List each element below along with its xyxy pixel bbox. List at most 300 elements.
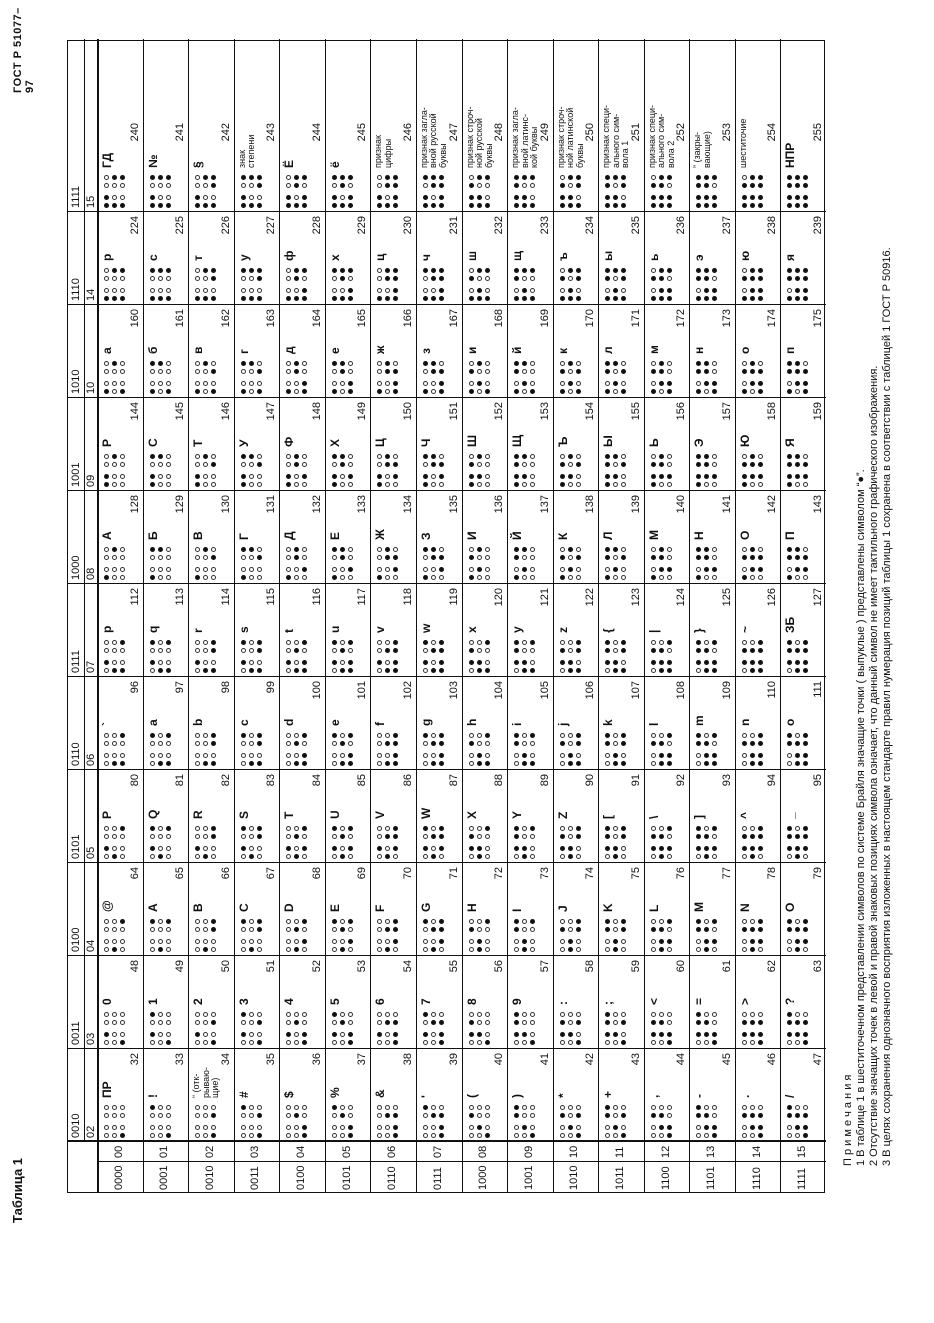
braille-dot <box>613 640 618 645</box>
cell-symbol: . <box>737 1094 752 1098</box>
cell-symbol: ~ <box>737 625 752 633</box>
braille-dot <box>712 733 717 738</box>
braille-dot <box>659 288 664 293</box>
braille-dot <box>286 381 291 386</box>
braille-dot <box>560 1113 565 1118</box>
cell-code: 35 <box>265 1053 278 1066</box>
braille-dot <box>166 1133 171 1138</box>
braille-dot <box>120 846 125 851</box>
braille-dot <box>377 826 382 831</box>
braille-dot <box>803 474 808 479</box>
braille-dot <box>393 668 398 673</box>
col-header-bits: 1001 <box>70 462 82 487</box>
braille-dot <box>120 753 125 758</box>
braille-dot <box>530 1125 535 1130</box>
braille-dot <box>249 741 254 746</box>
braille-dot <box>195 454 200 459</box>
braille-dot <box>377 640 382 645</box>
braille-dot <box>530 919 535 924</box>
braille-dot <box>294 474 299 479</box>
braille-dot <box>696 276 701 281</box>
braille-dot <box>377 854 382 859</box>
braille-dot <box>568 854 573 859</box>
braille-dot <box>477 361 482 366</box>
braille-dot <box>651 947 656 952</box>
braille-dot <box>166 474 171 479</box>
row-header-bits: 0111 <box>431 1167 444 1190</box>
braille-dot <box>241 660 246 665</box>
braille-dot <box>758 296 763 301</box>
braille-dot <box>150 575 155 580</box>
braille-dot <box>431 1105 436 1110</box>
cell-code: 130 <box>219 495 232 514</box>
braille-dot <box>257 1040 262 1045</box>
braille-dot <box>803 567 808 572</box>
braille-dot <box>803 454 808 459</box>
braille-dot <box>651 482 656 487</box>
braille-dot <box>712 939 717 944</box>
braille-dot <box>560 1012 565 1017</box>
braille-dot <box>332 733 337 738</box>
braille-dot <box>166 640 171 645</box>
braille-dot <box>195 660 200 665</box>
braille-dot <box>568 1012 573 1017</box>
braille-dot <box>286 567 291 572</box>
braille-dot <box>340 660 345 665</box>
braille-dot <box>485 203 490 208</box>
braille-dot <box>393 474 398 479</box>
cell-symbol: h <box>464 718 479 726</box>
braille-dot <box>750 1040 755 1045</box>
braille-dot <box>249 939 254 944</box>
col-header-index: 08 <box>85 567 97 580</box>
braille-dot <box>431 640 436 645</box>
braille-dot <box>613 1133 618 1138</box>
braille-dot <box>104 1012 109 1017</box>
braille-dot <box>120 761 125 766</box>
braille-dot <box>348 555 353 560</box>
braille-dot <box>696 834 701 839</box>
braille-dot <box>522 1032 527 1037</box>
cell-code: 135 <box>447 495 460 514</box>
braille-dot <box>787 268 792 273</box>
braille-dot <box>704 454 709 459</box>
row-header-bits: 0011 <box>249 1166 262 1190</box>
braille-dot <box>150 826 155 831</box>
braille-dot <box>393 1113 398 1118</box>
cell-symbol: < <box>646 997 661 1005</box>
braille-dot <box>795 741 800 746</box>
braille-dot <box>439 668 444 673</box>
braille-dot <box>302 668 307 673</box>
braille-dot <box>150 640 155 645</box>
braille-dot <box>469 846 474 851</box>
braille-dot <box>742 1020 747 1025</box>
braille-dot <box>659 854 664 859</box>
braille-dot <box>477 482 482 487</box>
braille-dot <box>514 361 519 366</box>
braille-dot <box>750 175 755 180</box>
braille-dot <box>758 389 763 394</box>
braille-dot <box>104 547 109 552</box>
braille-dot <box>150 1133 155 1138</box>
braille-dot <box>787 741 792 746</box>
braille-dot <box>302 1133 307 1138</box>
braille-dot <box>249 826 254 831</box>
braille-dot <box>712 547 717 552</box>
braille-dot <box>651 1125 656 1130</box>
cell-code: 51 <box>265 960 278 973</box>
braille-dot <box>469 454 474 459</box>
braille-dot <box>704 648 709 653</box>
braille-dot <box>348 361 353 366</box>
cell-symbol: з <box>418 348 433 354</box>
braille-dot <box>576 296 581 301</box>
braille-dot <box>803 927 808 932</box>
braille-dot <box>469 1113 474 1118</box>
cell-symbol: м <box>646 345 661 354</box>
braille-dot <box>651 288 656 293</box>
braille-dot <box>613 389 618 394</box>
braille-dot <box>385 947 390 952</box>
braille-dot <box>257 296 262 301</box>
braille-dot <box>302 1125 307 1130</box>
braille-dot <box>605 462 610 467</box>
braille-dot <box>431 919 436 924</box>
braille-dot <box>576 1125 581 1130</box>
braille-dot <box>249 482 254 487</box>
cell-symbol: O <box>783 902 798 912</box>
braille-dot <box>385 753 390 758</box>
cell-symbol: + <box>601 1090 616 1098</box>
braille-dot <box>166 183 171 188</box>
braille-dot <box>530 947 535 952</box>
braille-dot <box>166 660 171 665</box>
cell-code: 71 <box>447 867 460 880</box>
cell-description: признак загла- вной русской буквы <box>418 107 448 168</box>
braille-dot <box>286 1113 291 1118</box>
braille-dot <box>667 939 672 944</box>
braille-dot <box>249 575 254 580</box>
cell-symbol: V <box>373 810 388 819</box>
braille-dot <box>795 462 800 467</box>
braille-dot <box>485 733 490 738</box>
braille-dot <box>696 361 701 366</box>
braille-dot <box>568 834 573 839</box>
braille-dot <box>750 555 755 560</box>
braille-dot <box>576 947 581 952</box>
braille-dot <box>294 1012 299 1017</box>
braille-dot <box>294 276 299 281</box>
cell-code: 119 <box>447 588 460 606</box>
braille-dot <box>696 482 701 487</box>
braille-dot <box>514 753 519 758</box>
braille-dot <box>211 1012 216 1017</box>
braille-dot <box>742 927 747 932</box>
braille-dot <box>469 939 474 944</box>
row-header-bits: 1000 <box>477 1165 490 1190</box>
braille-dot <box>203 854 208 859</box>
braille-dot <box>332 183 337 188</box>
braille-dot <box>377 1032 382 1037</box>
braille-dot <box>112 927 117 932</box>
braille-dot <box>166 361 171 366</box>
braille-dot <box>340 361 345 366</box>
braille-dot <box>104 175 109 180</box>
braille-dot <box>150 1020 155 1025</box>
cell-code: 118 <box>401 588 414 606</box>
braille-dot <box>613 361 618 366</box>
braille-dot <box>758 1020 763 1025</box>
braille-dot <box>150 203 155 208</box>
braille-dot <box>158 195 163 200</box>
braille-dot <box>787 854 792 859</box>
braille-dot <box>704 361 709 366</box>
braille-dot <box>787 753 792 758</box>
braille-dot <box>348 1032 353 1037</box>
braille-dot <box>340 919 345 924</box>
braille-dot <box>568 919 573 924</box>
braille-dot <box>568 474 573 479</box>
braille-dot <box>211 1020 216 1025</box>
braille-dot <box>530 454 535 459</box>
braille-dot <box>530 203 535 208</box>
cell-symbol: ф <box>282 250 297 261</box>
braille-dot <box>605 733 610 738</box>
cell-code: 230 <box>401 216 414 235</box>
cell-description: “ (отк- рываю- щие) <box>191 1067 221 1098</box>
cell-symbol: x <box>464 626 479 633</box>
braille-dot <box>294 1125 299 1130</box>
braille-dot <box>340 927 345 932</box>
braille-dot <box>576 648 581 653</box>
braille-dot <box>522 733 527 738</box>
braille-dot <box>203 268 208 273</box>
cell-code: 156 <box>675 402 688 421</box>
braille-dot <box>112 668 117 673</box>
braille-dot <box>120 1020 125 1025</box>
braille-dot <box>621 575 626 580</box>
cell-symbol: 1 <box>145 998 160 1005</box>
cell-symbol: Р <box>100 438 114 447</box>
braille-dot <box>704 1020 709 1025</box>
braille-dot <box>120 733 125 738</box>
braille-dot <box>803 268 808 273</box>
cell-code: 237 <box>720 216 733 235</box>
braille-dot <box>530 474 535 479</box>
braille-dot <box>485 668 490 673</box>
braille-dot <box>605 183 610 188</box>
braille-dot <box>257 547 262 552</box>
braille-dot <box>530 741 535 746</box>
braille-dot <box>605 846 610 851</box>
braille-dot <box>696 1113 701 1118</box>
braille-dot <box>651 927 656 932</box>
cell-code: 111 <box>812 681 824 698</box>
braille-dot <box>712 753 717 758</box>
braille-dot <box>803 195 808 200</box>
braille-dot <box>621 268 626 273</box>
braille-dot <box>787 939 792 944</box>
braille-dot <box>712 175 717 180</box>
braille-dot <box>712 1032 717 1037</box>
cell-code: 164 <box>310 309 323 328</box>
braille-dot <box>257 482 262 487</box>
braille-dot <box>621 761 626 766</box>
cell-code: 114 <box>219 588 232 606</box>
braille-dot <box>385 1105 390 1110</box>
cell-symbol: г <box>236 349 251 354</box>
col-line <box>68 955 826 956</box>
braille-dot <box>613 575 618 580</box>
braille-dot <box>742 454 747 459</box>
braille-dot <box>203 1040 208 1045</box>
braille-dot <box>203 1020 208 1025</box>
braille-dot <box>104 668 109 673</box>
braille-dot <box>195 288 200 293</box>
braille-dot <box>203 1012 208 1017</box>
braille-dot <box>348 1040 353 1045</box>
braille-dot <box>477 1020 482 1025</box>
braille-dot <box>795 1133 800 1138</box>
braille-dot <box>203 753 208 758</box>
braille-dot <box>795 947 800 952</box>
braille-dot <box>613 854 618 859</box>
braille-dot <box>522 361 527 366</box>
braille-dot <box>385 296 390 301</box>
braille-dot <box>302 733 307 738</box>
braille-dot <box>469 854 474 859</box>
braille-dot <box>377 668 382 673</box>
braille-dot <box>605 1012 610 1017</box>
braille-dot <box>302 203 307 208</box>
braille-dot <box>286 927 291 932</box>
braille-dot <box>332 761 337 766</box>
cell-code: 225 <box>174 216 187 235</box>
braille-dot <box>530 183 535 188</box>
braille-dot <box>348 947 353 952</box>
braille-dot <box>621 648 626 653</box>
braille-dot <box>203 1105 208 1110</box>
braille-dot <box>112 288 117 293</box>
braille-dot <box>249 1105 254 1110</box>
braille-dot <box>696 175 701 180</box>
braille-dot <box>195 361 200 366</box>
cell-code: 251 <box>629 123 642 142</box>
braille-dot <box>195 1125 200 1130</box>
braille-dot <box>340 547 345 552</box>
braille-dot <box>385 1125 390 1130</box>
braille-dot <box>696 927 701 932</box>
braille-dot <box>241 648 246 653</box>
braille-dot <box>742 1133 747 1138</box>
cell-symbol: _ <box>783 812 798 819</box>
cell-symbol: w <box>418 623 433 633</box>
braille-dot <box>568 389 573 394</box>
braille-dot <box>286 389 291 394</box>
braille-dot <box>241 575 246 580</box>
braille-dot <box>431 854 436 859</box>
cell-symbol: Б <box>145 531 160 540</box>
cell-code: 154 <box>584 402 597 421</box>
braille-dot <box>742 381 747 386</box>
braille-dot <box>377 947 382 952</box>
braille-dot <box>750 454 755 459</box>
braille-dot <box>613 1125 618 1130</box>
braille-dot <box>667 547 672 552</box>
braille-dot <box>294 1040 299 1045</box>
braille-dot <box>605 454 610 459</box>
braille-dot <box>787 947 792 952</box>
braille-dot <box>423 454 428 459</box>
braille-dot <box>249 381 254 386</box>
braille-dot <box>803 753 808 758</box>
braille-dot <box>712 195 717 200</box>
braille-dot <box>150 1113 155 1118</box>
braille-dot <box>758 482 763 487</box>
braille-dot <box>758 733 763 738</box>
cell-symbol: G <box>418 902 433 912</box>
braille-dot <box>787 296 792 301</box>
braille-dot <box>431 482 436 487</box>
braille-dot <box>332 195 337 200</box>
braille-dot <box>568 846 573 851</box>
braille-dot <box>211 381 216 386</box>
braille-dot <box>795 288 800 293</box>
cell-code: 39 <box>447 1053 460 1066</box>
braille-dot <box>112 1113 117 1118</box>
braille-dot <box>568 462 573 467</box>
braille-dot <box>203 1113 208 1118</box>
braille-dot <box>696 660 701 665</box>
braille-dot <box>286 183 291 188</box>
braille-dot <box>393 1125 398 1130</box>
braille-dot <box>166 555 171 560</box>
braille-dot <box>203 733 208 738</box>
braille-dot <box>659 482 664 487</box>
braille-dot <box>158 834 163 839</box>
braille-dot <box>758 175 763 180</box>
braille-dot <box>477 640 482 645</box>
cell-code: 247 <box>447 123 460 142</box>
braille-dot <box>211 462 216 467</box>
braille-dot <box>286 1012 291 1017</box>
braille-dot <box>423 1012 428 1017</box>
braille-dot <box>742 462 747 467</box>
braille-dot <box>704 1113 709 1118</box>
braille-dot <box>385 1032 390 1037</box>
braille-dot <box>286 1133 291 1138</box>
braille-dot <box>166 741 171 746</box>
braille-dot <box>332 575 337 580</box>
braille-dot <box>294 1133 299 1138</box>
braille-dot <box>166 947 171 952</box>
braille-dot <box>211 288 216 293</box>
braille-dot <box>120 369 125 374</box>
braille-dot <box>241 361 246 366</box>
braille-dot <box>423 1113 428 1118</box>
braille-dot <box>758 555 763 560</box>
braille-dot <box>803 296 808 301</box>
braille-dot <box>530 927 535 932</box>
braille-dot <box>659 575 664 580</box>
braille-dot <box>750 389 755 394</box>
braille-dot <box>605 1105 610 1110</box>
col-header-bits: 0101 <box>70 834 82 859</box>
braille-dot <box>423 361 428 366</box>
braille-dot <box>613 175 618 180</box>
braille-dot <box>302 389 307 394</box>
